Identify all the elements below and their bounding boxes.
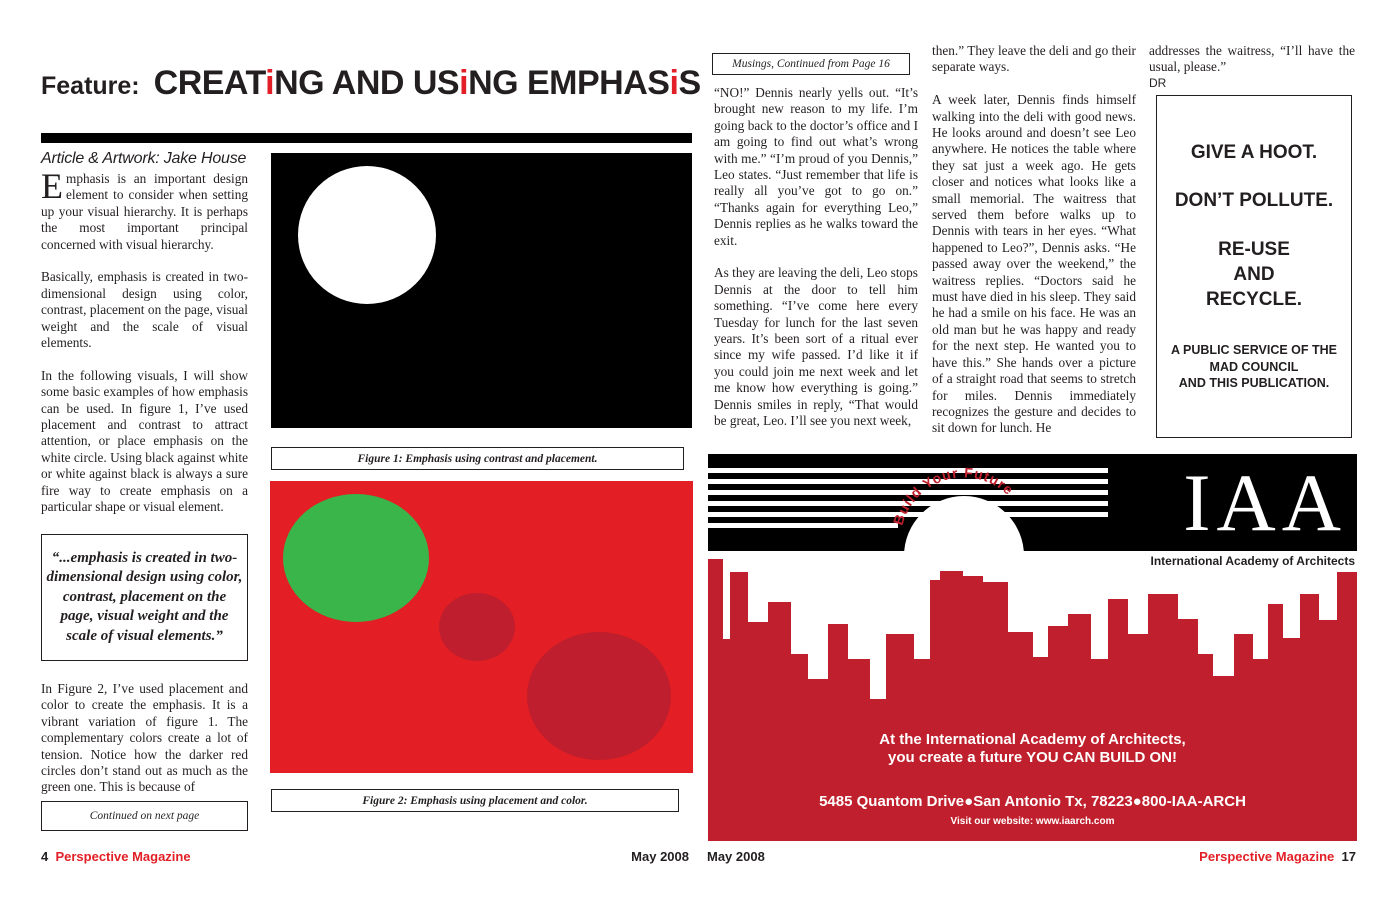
psa-line: GIVE A HOOT. <box>1190 142 1318 163</box>
white-circle <box>298 166 436 304</box>
ad-headline-line: you create a future YOU CAN BUILD ON! <box>888 749 1177 766</box>
article-column-1 <box>41 166 248 532</box>
ad-headline <box>708 731 1357 767</box>
story-column-3 <box>1149 43 1355 92</box>
page-title <box>154 64 701 102</box>
small-dark-red-circle <box>439 593 515 661</box>
psa-line: RECYCLE. <box>1205 289 1303 310</box>
story-column-2 <box>932 43 1136 453</box>
psa-credit: MAD COUNCIL <box>1209 359 1299 374</box>
title-part: S <box>678 64 701 102</box>
paragraph: As they are leaving the deli, Leo stops Dennis at the door to tell him something. “I’ve come here every Tuesday for lunch for the last seven years. It’s been sort of a ritual ever since my wife passed. I’d like it if you could join me next week and let me know how everything is going.” Dennis smiles in reply, “That would be great, Leo. I’ll see you next week, <box>714 265 918 429</box>
figure-1-caption: Figure 1: Emphasis using contrast and placement. <box>271 447 684 470</box>
magazine-name: Perspective Magazine <box>1199 849 1335 864</box>
psa-line: DON’T POLLUTE. <box>1174 190 1334 211</box>
figure-2-caption: Figure 2: Emphasis using placement and color. <box>271 789 679 812</box>
title-part: CREAT <box>153 64 266 102</box>
drop-cap: E <box>41 166 63 206</box>
page-number: 4 <box>41 849 49 864</box>
paragraph: A week later, Dennis finds himself walking into the deli with good news. He looks around and doesn’t see Leo anywhere. He notices the table where they sat just a week ago. He gets closer and notices what looks like a small memorial. The waitress that served them before walks up to Dennis with tears in her eyes. “What happened to Leo?”, Dennis asks. “He passed away over the weekend,” the waitress replies. “Doctors said he must have died in his sleep. They said he had a smile on his face. He was an old man but he was happy and ready for the next step. He wanted you to have this.” She hands over a picture of a straight road that seems to stretch for miles. Dennis immediately recognizes the gesture and decides to sit down for lunch. He <box>932 92 1136 436</box>
feature-title <box>41 64 701 103</box>
iaa-advertisement <box>708 454 1357 841</box>
title-part: NG EMPHAS <box>468 64 670 102</box>
green-circle <box>283 494 429 622</box>
pull-quote: “...emphasis is created in two-dimensional design using color, contrast, placement on the page, visual weight and the scale of visual elements.” <box>41 534 248 661</box>
paragraph: Basically, emphasis is created in two-dimensional design using color, contrast, placement on the page, visual weight and the scale of visual elements. <box>41 269 248 351</box>
title-accent: i <box>669 64 679 102</box>
paragraph: “NO!” Dennis nearly yells out. “It’s brought new reason to my life. I’m going back to the doctor’s office and I am going to find out what’s wrong with me.” “I’m proud of you Dennis,” Leo states. “Just remember that life is really all you’ve got to go on.” “Thanks again for everything Leo,” Dennis replies as he walks toward the exit. <box>714 85 918 248</box>
author-initials: DR <box>1149 76 1167 90</box>
title-accent: i <box>459 64 469 102</box>
page-number: 17 <box>1341 849 1356 864</box>
figure-1 <box>271 153 692 428</box>
article-column-1-continued <box>41 681 248 795</box>
ad-address: 5485 Quantom Drive●San Antonio Tx, 78223●800-IAA-ARCH <box>819 793 1246 810</box>
footer-left <box>41 849 191 864</box>
psa-credit: AND THIS PUBLICATION. <box>1178 376 1330 390</box>
paragraph: In the following visuals, I will show some basic examples of how emphasis can be used. In figure 1, I’ve used placement and contrast to attract attention, or place emphasis on the white circle. Using black against white or white against black is always a sure fire way to create emphasis on a particular shape or visual element. <box>41 367 248 515</box>
public-service-ad <box>1156 95 1352 438</box>
paragraph: mphasis is an important design element to consider when setting up your visual hierarchy. It is perhaps the most important principal concerned with visual hierarchy. <box>41 171 248 252</box>
paragraph: addresses the waitress, “I’ll have the usual, please.” <box>1149 43 1355 75</box>
psa-line: RE-USE <box>1218 239 1290 260</box>
feature-label: Feature: <box>41 72 140 100</box>
magazine-name: Perspective Magazine <box>55 849 191 864</box>
title-rule <box>41 133 692 143</box>
footer-date: May 2008 <box>631 849 689 864</box>
ad-headline-line: At the International Academy of Architects, <box>879 731 1186 748</box>
footer-date: May 2008 <box>707 849 765 864</box>
figure-2-graphic <box>270 481 693 773</box>
title-part: NG AND US <box>274 64 460 102</box>
psa-line: AND <box>1233 264 1275 285</box>
svg-text:Build Your Future <box>890 464 1017 527</box>
paragraph: then.” They leave the deli and go their separate ways. <box>932 43 1136 75</box>
footer-right <box>1199 849 1356 864</box>
tagline-text: Build Your Future <box>889 464 1018 527</box>
figure-2 <box>270 481 693 773</box>
title-accent: i <box>265 64 275 102</box>
continued-from-label: Musings, Continued from Page 16 <box>712 53 910 75</box>
story-column-1 <box>714 85 918 446</box>
iaa-logo: IAA <box>1183 457 1347 548</box>
large-dark-red-circle <box>527 632 671 760</box>
psa-credit: A PUBLIC SERVICE OF THE <box>1171 343 1337 357</box>
org-name: International Academy of Architects <box>1150 554 1355 568</box>
figure-1-graphic <box>271 153 692 428</box>
byline: Article & Artwork: Jake House <box>41 150 247 167</box>
paragraph: In Figure 2, I’ve used placement and color to create the emphasis. It is a vibrant variation of figure 1. The complementary colors create a lot of tension. Notice how the darker red circles don’t stand out as much as the green one. This is because of <box>41 681 248 795</box>
ad-website: Visit our website: www.iaarch.com <box>950 816 1115 827</box>
continued-note: Continued on next page <box>41 801 248 831</box>
